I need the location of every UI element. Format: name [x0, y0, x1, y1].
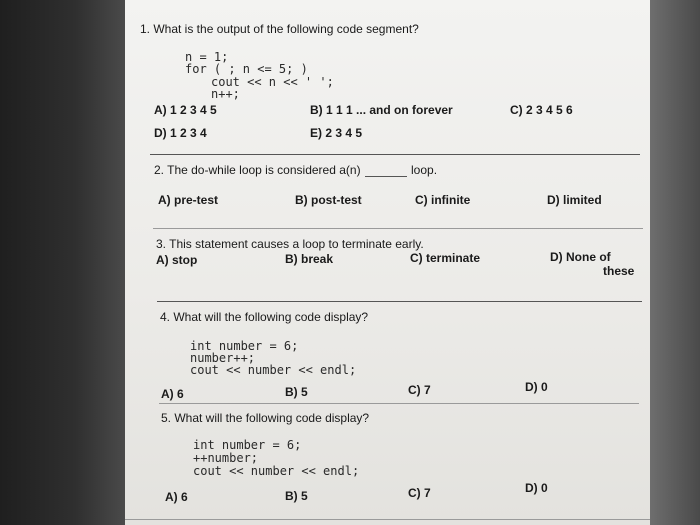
q1-code-line: for ( ; n <= 5; ): [185, 62, 308, 76]
q1-code-line: n++;: [211, 87, 240, 101]
q3-question: 3. This statement causes a loop to terminate early.: [156, 237, 424, 251]
q4-code-line: number++;: [190, 351, 256, 365]
q1-option-e: E) 2 3 4 5: [310, 126, 363, 140]
q5-option-b: B) 5: [285, 489, 308, 503]
monitor-bezel-left: [0, 0, 125, 525]
q1-option-d: D) 1 2 3 4: [154, 126, 207, 140]
q4-option-d: D) 0: [525, 380, 548, 394]
q4-option-c: C) 7: [408, 383, 431, 397]
q1-code-line: n = 1;: [185, 50, 229, 64]
divider: [159, 403, 639, 404]
q5-option-a: A) 6: [165, 490, 188, 504]
q2-blank-suffix: loop.: [411, 163, 438, 177]
q3-option-c: C) terminate: [410, 251, 481, 265]
q5-code-line: int number = 6;: [193, 438, 302, 452]
q2-question: 2. The do-while loop is considered a(n): [154, 163, 361, 177]
divider: [150, 154, 640, 155]
q5-option-d: D) 0: [525, 481, 548, 495]
q3-option-b: B) break: [285, 252, 334, 266]
q2-option-c: C) infinite: [415, 193, 471, 207]
q1-option-a: A) 1 2 3 4 5: [154, 103, 217, 117]
q3-option-a: A) stop: [156, 253, 198, 267]
q1-option-c: C) 2 3 4 5 6: [510, 103, 573, 117]
q2-option-b: B) post-test: [295, 193, 362, 207]
q5-question: 5. What will the following code display?: [161, 411, 370, 425]
q5-code-line: ++number;: [193, 451, 259, 465]
q5-code-line: cout << number << endl;: [193, 464, 360, 478]
q1-option-b: B) 1 1 1 ... and on forever: [310, 103, 453, 117]
q1-question: 1. What is the output of the following code segment?: [140, 22, 419, 36]
q5-option-c: C) 7: [408, 486, 431, 500]
divider: [153, 228, 643, 229]
q4-code-line: cout << number << endl;: [190, 363, 357, 377]
q2-option-d: D) limited: [547, 193, 602, 207]
q4-option-a: A) 6: [161, 387, 184, 401]
q1-code-line: cout << n << ' ';: [211, 75, 334, 89]
q2-option-a: A) pre-test: [158, 193, 219, 207]
q3-option-d: D) None of: [550, 250, 611, 264]
q4-question: 4. What will the following code display?: [160, 310, 369, 324]
monitor-bezel-right: [650, 0, 700, 525]
divider: [157, 301, 642, 302]
q4-option-b: B) 5: [285, 385, 308, 399]
q3-option-d-cont: these: [603, 264, 635, 278]
worksheet-page: [125, 0, 650, 525]
divider: [125, 519, 650, 520]
q2-answer-blank: [365, 176, 407, 177]
q4-code-line: int number = 6;: [190, 339, 299, 353]
